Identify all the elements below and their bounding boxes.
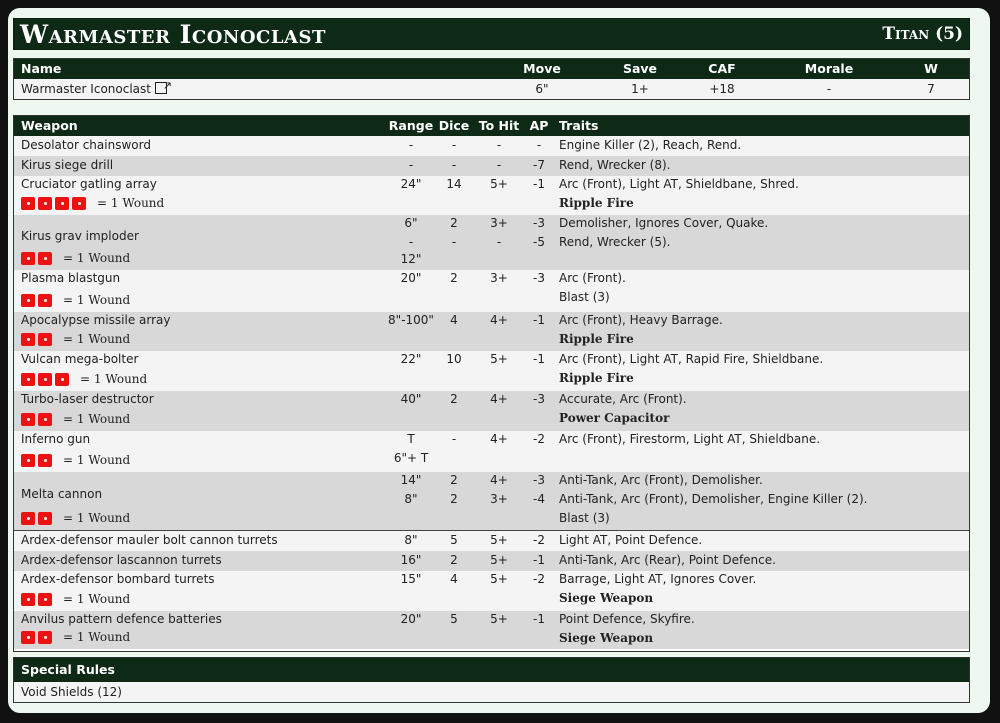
weapon-ap2: -5 [533, 235, 545, 249]
weapon-tohit: 4+ [490, 392, 508, 406]
weapon-tohit: - [496, 138, 502, 152]
weapon-name: Turbo-laser destructor [21, 392, 154, 406]
weapon-tohit: 5+ [490, 572, 508, 586]
weapon-tohit: 5+ [490, 533, 508, 547]
weapon-tohit: 5+ [490, 612, 508, 626]
weapon-traits: Point Defence, Skyfire. [559, 612, 695, 626]
weapon-name: Anvilus pattern defence batteries [21, 612, 222, 626]
weapon-note: Siege Weapon [559, 631, 654, 645]
stats-row [14, 79, 969, 99]
weapon-range: 22" [400, 352, 422, 366]
weapon-ap: -1 [533, 313, 545, 327]
weapon-range3: 12" [400, 252, 422, 266]
weapon-dice2: 2 [450, 492, 458, 506]
wound-label: = 1 Wound [63, 251, 131, 265]
weapon-dice: 2 [450, 392, 458, 406]
weapon-dice: - [451, 432, 457, 446]
weapon-tohit2: 3+ [490, 492, 508, 506]
wound-label: = 1 Wound [97, 196, 165, 210]
weapon-range: 16" [400, 553, 422, 567]
weapon-ap: -2 [533, 432, 545, 446]
weapon-ap: -1 [533, 553, 545, 567]
weapon-ap: -1 [533, 612, 545, 626]
weapon-dice: 2 [450, 216, 458, 230]
weapon-row [14, 611, 969, 649]
weapon-ap: -1 [533, 177, 545, 191]
stats-caf: +18 [709, 82, 735, 96]
red-die-icon [38, 631, 52, 644]
special-rules-header: Special Rules [14, 658, 969, 682]
stats-name[interactable]: Warmaster Iconoclast↗ [21, 79, 167, 99]
title-bar [13, 18, 970, 50]
col-dice: Dice [438, 118, 470, 133]
wound-dice [21, 511, 130, 525]
col-tohit: To Hit [478, 118, 520, 133]
weapon-range: 14" [400, 473, 422, 487]
weapon-range2: 8" [404, 492, 418, 506]
weapon-traits: Demolisher, Ignores Cover, Quake. [559, 216, 769, 230]
weapon-traits: Accurate, Arc (Front). [559, 392, 687, 406]
weapon-name: Vulcan mega-bolter [21, 352, 139, 366]
weapon-name: Apocalypse missile array [21, 313, 171, 327]
weapon-range2: - [408, 235, 414, 249]
weapon-name: Plasma blastgun [21, 271, 121, 285]
col-morale: Morale [804, 61, 854, 76]
weapon-dice: 4 [450, 572, 458, 586]
weapon-row [14, 351, 969, 391]
special-rules [13, 657, 970, 703]
weapon-tohit: 5+ [490, 553, 508, 567]
weapon-dice: - [451, 158, 457, 172]
red-die-icon [21, 197, 35, 210]
weapon-row [14, 270, 969, 312]
weapon-row [14, 176, 969, 215]
weapon-ap: -1 [533, 352, 545, 366]
wound-label: = 1 Wound [63, 293, 131, 307]
weapon-traits: Engine Killer (2), Reach, Rend. [559, 138, 742, 152]
external-link-icon[interactable] [155, 82, 167, 94]
wound-label: = 1 Wound [63, 511, 131, 525]
weapon-row [14, 431, 969, 472]
weapon-row [14, 156, 969, 176]
red-die-icon [38, 512, 52, 525]
weapon-row [14, 571, 969, 611]
weapon-name: Ardex-defensor bombard turrets [21, 572, 215, 586]
red-die-icon [21, 454, 35, 467]
red-die-icon [38, 252, 52, 265]
weapon-traits: Arc (Front). [559, 271, 626, 285]
red-die-icon [21, 631, 35, 644]
weapon-range: 40" [400, 392, 422, 406]
weapon-traits: Arc (Front), Light AT, Rapid Fire, Shieldbane. [559, 352, 824, 366]
weapon-name: Melta cannon [21, 487, 103, 501]
weapon-tohit: 3+ [490, 271, 508, 285]
weapon-row [14, 551, 969, 571]
red-die-icon [38, 197, 52, 210]
red-die-icon [38, 333, 52, 346]
wound-dice [21, 372, 147, 386]
weapon-dice: 2 [450, 271, 458, 285]
weapon-range2: 6"+ T [393, 451, 429, 465]
weapon-name: Cruciator gatling array [21, 177, 157, 191]
col-range: Range [388, 118, 434, 133]
col-name: Name [21, 61, 62, 76]
wound-dice [21, 453, 130, 467]
weapon-dice: 2 [450, 473, 458, 487]
stats-w: 7 [927, 82, 935, 96]
col-weapon: Weapon [21, 118, 78, 133]
wound-label: = 1 Wound [63, 412, 131, 426]
red-die-icon [72, 197, 86, 210]
weapon-ap: -3 [533, 216, 545, 230]
wound-label: = 1 Wound [63, 592, 131, 606]
stats-table [13, 58, 970, 100]
weapon-dice: 4 [450, 313, 458, 327]
weapon-name: Ardex-defensor lascannon turrets [21, 553, 222, 567]
wound-dice [21, 251, 130, 265]
weapon-range: T [407, 432, 415, 446]
weapon-dice: - [451, 138, 457, 152]
weapon-traits2: Rend, Wrecker (5). [559, 235, 671, 249]
weapons-header [14, 116, 969, 136]
col-caf: CAF [708, 61, 736, 76]
wound-label: = 1 Wound [63, 630, 131, 644]
weapon-dice: 2 [450, 553, 458, 567]
col-traits: Traits [559, 118, 599, 133]
weapon-traits3: Blast (3) [559, 511, 610, 525]
red-die-icon [21, 413, 35, 426]
col-save: Save [622, 61, 658, 76]
weapon-name: Kirus siege drill [21, 158, 114, 172]
red-die-icon [21, 593, 35, 606]
red-die-icon [55, 197, 69, 210]
weapons-rows [14, 136, 969, 649]
weapon-traits: Anti-Tank, Arc (Rear), Point Defence. [559, 553, 776, 567]
weapon-tohit: 5+ [490, 177, 508, 191]
col-move: Move [523, 61, 561, 76]
weapon-range: - [408, 138, 414, 152]
weapon-dice2: - [451, 235, 457, 249]
weapon-ap: -3 [533, 271, 545, 285]
weapon-dice: 10 [446, 352, 462, 366]
wound-dice [21, 592, 130, 606]
weapon-tohit2: - [496, 235, 502, 249]
weapon-tohit: - [496, 158, 502, 172]
weapon-dice: 14 [446, 177, 462, 191]
weapon-traits: Anti-Tank, Arc (Front), Demolisher. [559, 473, 763, 487]
weapon-row [14, 391, 969, 431]
weapon-note: Power Capacitor [559, 411, 670, 425]
wound-label: = 1 Wound [80, 372, 148, 386]
weapon-note: Ripple Fire [559, 196, 634, 210]
red-die-icon [21, 333, 35, 346]
weapon-row [14, 531, 969, 551]
weapon-row [14, 472, 969, 530]
red-die-icon [21, 252, 35, 265]
weapon-tohit: 4+ [490, 473, 508, 487]
unit-title: Warmaster Iconoclast [20, 19, 326, 49]
weapon-name: Desolator chainsword [21, 138, 151, 152]
red-die-icon [38, 454, 52, 467]
red-die-icon [21, 373, 35, 386]
stats-morale: - [826, 82, 832, 96]
weapon-note: Siege Weapon [559, 591, 654, 605]
weapon-ap: -2 [533, 533, 545, 547]
red-die-icon [38, 373, 52, 386]
weapon-name: Kirus grav imploder [21, 229, 139, 243]
weapon-traits2: Blast (3) [559, 290, 610, 304]
weapon-range: 15" [400, 572, 422, 586]
weapon-tohit: 4+ [490, 432, 508, 446]
wound-dice [21, 196, 164, 210]
wound-label: = 1 Wound [63, 332, 131, 346]
weapon-traits: Barrage, Light AT, Ignores Cover. [559, 572, 757, 586]
weapon-tohit: 3+ [490, 216, 508, 230]
wound-dice [21, 332, 130, 346]
void-shields: Void Shields (12) [21, 685, 122, 699]
weapon-ap2: -4 [533, 492, 545, 506]
weapon-tohit: 4+ [490, 313, 508, 327]
weapon-note: Ripple Fire [559, 371, 634, 385]
weapon-traits: Arc (Front), Heavy Barrage. [559, 313, 723, 327]
special-rules-row [14, 682, 969, 702]
weapon-traits: Light AT, Point Defence. [559, 533, 703, 547]
wound-dice [21, 293, 130, 307]
red-die-icon [38, 593, 52, 606]
unit-category: Titan (5) [882, 24, 963, 44]
stats-save: 1+ [631, 82, 649, 96]
weapon-ap: -7 [533, 158, 545, 172]
weapons-table [13, 115, 970, 652]
weapon-ap: - [536, 138, 542, 152]
weapon-ap: -3 [533, 392, 545, 406]
wound-label: = 1 Wound [63, 453, 131, 467]
weapon-ap: -2 [533, 572, 545, 586]
weapon-traits: Rend, Wrecker (8). [559, 158, 671, 172]
weapon-dice: 5 [450, 612, 458, 626]
weapon-range: 20" [400, 612, 422, 626]
stats-move: 6" [535, 82, 549, 96]
weapon-range: 8" [404, 533, 418, 547]
weapon-range: 6" [404, 216, 418, 230]
weapon-row [14, 136, 969, 156]
weapon-traits: Arc (Front), Firestorm, Light AT, Shieldbane. [559, 432, 821, 446]
weapon-tohit: 5+ [490, 352, 508, 366]
col-ap: AP [529, 118, 549, 133]
wound-dice [21, 412, 130, 426]
weapon-traits: Arc (Front), Light AT, Shieldbane, Shred. [559, 177, 799, 191]
weapon-range: - [408, 158, 414, 172]
stats-header [14, 59, 969, 79]
weapon-ap: -3 [533, 473, 545, 487]
weapon-range: 20" [400, 271, 422, 285]
weapon-name: Ardex-defensor mauler bolt cannon turrets [21, 533, 278, 547]
weapon-range: 8"-100" [388, 313, 434, 327]
red-die-icon [38, 413, 52, 426]
weapon-dice: 5 [450, 533, 458, 547]
red-die-icon [38, 294, 52, 307]
weapon-note: Ripple Fire [559, 332, 634, 346]
weapon-traits2: Anti-Tank, Arc (Front), Demolisher, Engine Killer (2). [559, 492, 868, 506]
col-w: W [924, 61, 938, 76]
red-die-icon [21, 512, 35, 525]
wound-dice [21, 630, 130, 644]
weapon-range: 24" [400, 177, 422, 191]
weapon-row [14, 312, 969, 351]
red-die-icon [55, 373, 69, 386]
weapon-name: Inferno gun [21, 432, 91, 446]
weapon-row [14, 215, 969, 270]
red-die-icon [21, 294, 35, 307]
